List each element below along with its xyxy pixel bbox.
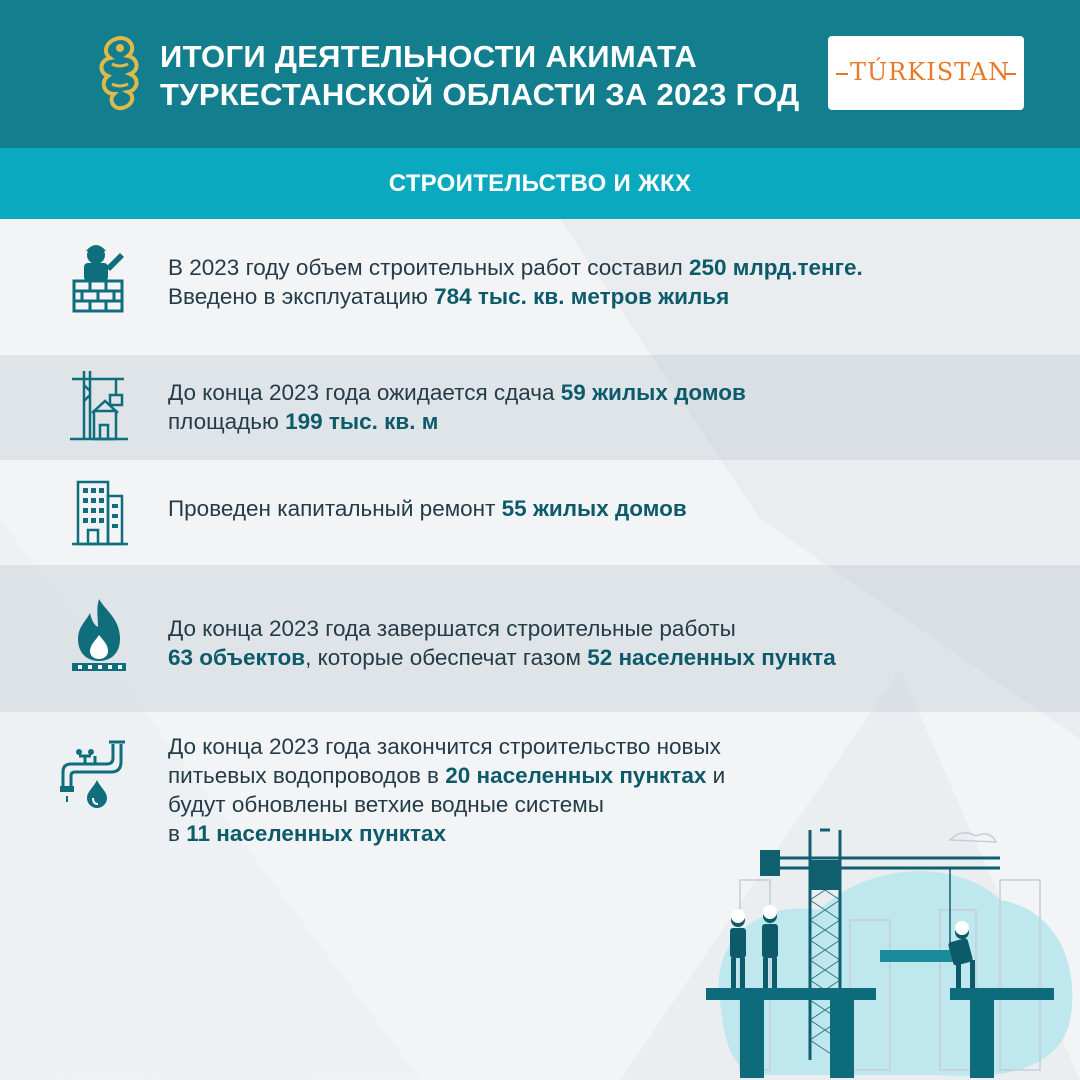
row-text: [168, 494, 687, 523]
info-row-capital-repair: [0, 460, 1080, 565]
title-line-1: ИТОГИ ДЕЯТЕЛЬНОСТИ АКИМАТА: [160, 39, 698, 74]
page-title: [160, 38, 820, 114]
highlight-value: 250 млрд.тенге.: [689, 255, 863, 280]
highlight-value: 59 жилых домов: [560, 380, 746, 405]
highlight-value: 11 населенных пунктах: [186, 821, 447, 846]
construction-crane-building-icon: [66, 365, 132, 445]
header-bar: [0, 0, 1080, 148]
water-pipe-drop-icon: [52, 734, 128, 814]
row-line: [168, 643, 836, 672]
row-line: До конца 2023 года закончится строительство новых: [168, 734, 721, 759]
row-line: [168, 819, 725, 848]
text-segment: До конца 2023 года ожидается сдача: [168, 380, 561, 405]
text-segment: площадью: [168, 409, 286, 434]
text-segment: и: [706, 763, 726, 788]
text-segment: Проведен капитальный ремонт: [168, 496, 502, 521]
section-title: СТРОИТЕЛЬСТВО И ЖКХ: [388, 170, 692, 197]
logo-text: TÚRKISTAN: [850, 58, 1011, 86]
info-row-houses-commissioning: [0, 355, 1080, 460]
info-row-gasification: [0, 565, 1080, 712]
section-band: [0, 148, 1080, 219]
row-text: [168, 732, 725, 848]
text-segment: в: [168, 821, 187, 846]
text-segment: В 2023 году объем строительных работ составил: [168, 255, 690, 280]
highlight-value: 63 объектов: [168, 645, 306, 670]
row-text: [168, 378, 746, 436]
row-line: [168, 494, 687, 523]
highlight-value: 20 населенных пунктах: [445, 763, 707, 788]
row-text: [168, 253, 863, 311]
row-line: [168, 761, 725, 790]
highlight-value: 55 жилых домов: [501, 496, 687, 521]
row-line: До конца 2023 года завершатся строительные работы: [168, 616, 736, 641]
snow-leopard-emblem-icon: [92, 34, 148, 114]
title-line-2: ТУРКЕСТАНСКОЙ ОБЛАСТИ ЗА 2023 ГОД: [160, 77, 800, 112]
row-line: будут обновлены ветхие водные системы: [168, 792, 604, 817]
gas-flame-icon: [66, 595, 132, 675]
text-segment: , которые обеспечат газом: [305, 645, 588, 670]
highlight-value: 52 населенных пункта: [587, 645, 836, 670]
highlight-value: 199 тыс. кв. м: [285, 409, 439, 434]
construction-site-illustration-icon: [700, 820, 1080, 1080]
builder-bricks-icon: [66, 239, 132, 319]
row-line: [168, 378, 746, 407]
apartment-building-icon: [66, 474, 132, 554]
turkistan-logo: [828, 36, 1024, 110]
row-line: [168, 407, 746, 436]
highlight-value: 784 тыс. кв. метров жилья: [434, 284, 730, 309]
info-row-construction-volume: [0, 219, 1080, 355]
row-text: [168, 614, 836, 672]
text-segment: Введено в эксплуатацию: [168, 284, 435, 309]
text-segment: питьевых водопроводов в: [168, 763, 446, 788]
row-line: [168, 282, 863, 311]
row-line: [168, 253, 863, 282]
